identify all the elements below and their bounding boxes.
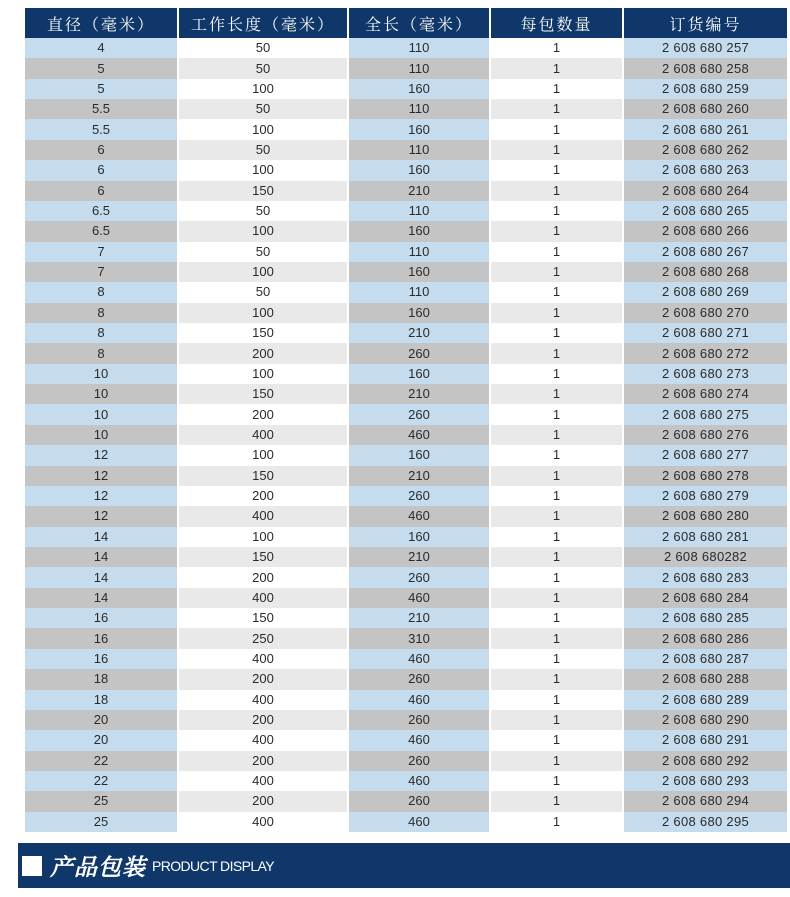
cell-pack-quantity: 1 [490, 608, 623, 628]
cell-total-length: 460 [348, 425, 490, 445]
table-row [25, 119, 787, 139]
cell-total-length: 310 [348, 628, 490, 648]
cell-diameter: 16 [25, 608, 178, 628]
cell-diameter: 8 [25, 323, 178, 343]
cell-pack-quantity: 1 [490, 181, 623, 201]
table-row [25, 771, 787, 791]
table-row [25, 262, 787, 282]
cell-working-length: 150 [178, 608, 348, 628]
cell-diameter: 6 [25, 140, 178, 160]
cell-diameter: 22 [25, 751, 178, 771]
table-row [25, 730, 787, 750]
cell-working-length: 400 [178, 588, 348, 608]
cell-pack-quantity: 1 [490, 404, 623, 424]
cell-pack-quantity: 1 [490, 690, 623, 710]
cell-total-length: 160 [348, 160, 490, 180]
cell-order-number: 2 608 680 276 [623, 425, 787, 445]
cell-working-length: 200 [178, 710, 348, 730]
table-row [25, 201, 787, 221]
cell-diameter: 16 [25, 649, 178, 669]
cell-total-length: 460 [348, 649, 490, 669]
cell-working-length: 400 [178, 730, 348, 750]
cell-order-number: 2 608 680 265 [623, 201, 787, 221]
cell-order-number: 2 608 680 263 [623, 160, 787, 180]
banner-title-en: PRODUCT DISPLAY [152, 857, 274, 874]
cell-pack-quantity: 1 [490, 303, 623, 323]
table-row [25, 608, 787, 628]
table-row [25, 710, 787, 730]
table-row [25, 99, 787, 119]
cell-order-number: 2 608 680 288 [623, 669, 787, 689]
cell-diameter: 25 [25, 812, 178, 832]
table-row [25, 812, 787, 832]
cell-pack-quantity: 1 [490, 364, 623, 384]
cell-working-length: 100 [178, 364, 348, 384]
cell-order-number: 2 608 680 279 [623, 486, 787, 506]
cell-total-length: 160 [348, 303, 490, 323]
table-row [25, 343, 787, 363]
cell-working-length: 200 [178, 751, 348, 771]
cell-diameter: 12 [25, 466, 178, 486]
product-display-banner [18, 843, 790, 888]
cell-diameter: 6 [25, 160, 178, 180]
cell-order-number: 2 608 680 264 [623, 181, 787, 201]
cell-working-length: 200 [178, 343, 348, 363]
cell-total-length: 160 [348, 445, 490, 465]
cell-order-number: 2 608 680 268 [623, 262, 787, 282]
cell-pack-quantity: 1 [490, 79, 623, 99]
cell-pack-quantity: 1 [490, 425, 623, 445]
table-row [25, 628, 787, 648]
cell-working-length: 100 [178, 303, 348, 323]
cell-total-length: 160 [348, 119, 490, 139]
cell-pack-quantity: 1 [490, 119, 623, 139]
cell-total-length: 160 [348, 364, 490, 384]
cell-diameter: 12 [25, 506, 178, 526]
cell-total-length: 460 [348, 588, 490, 608]
cell-diameter: 14 [25, 588, 178, 608]
cell-order-number: 2 608 680 273 [623, 364, 787, 384]
cell-total-length: 160 [348, 221, 490, 241]
table-row [25, 58, 787, 78]
cell-diameter: 18 [25, 690, 178, 710]
cell-pack-quantity: 1 [490, 466, 623, 486]
cell-working-length: 150 [178, 547, 348, 567]
cell-total-length: 260 [348, 567, 490, 587]
cell-total-length: 260 [348, 751, 490, 771]
cell-pack-quantity: 1 [490, 791, 623, 811]
cell-diameter: 25 [25, 791, 178, 811]
table-body [25, 38, 787, 832]
cell-order-number: 2 608 680 277 [623, 445, 787, 465]
cell-order-number: 2 608 680282 [623, 547, 787, 567]
cell-order-number: 2 608 680 292 [623, 751, 787, 771]
cell-diameter: 6.5 [25, 221, 178, 241]
cell-pack-quantity: 1 [490, 58, 623, 78]
cell-diameter: 10 [25, 364, 178, 384]
cell-pack-quantity: 1 [490, 527, 623, 547]
cell-order-number: 2 608 680 280 [623, 506, 787, 526]
cell-working-length: 200 [178, 404, 348, 424]
cell-total-length: 460 [348, 690, 490, 710]
cell-pack-quantity: 1 [490, 262, 623, 282]
table-row [25, 221, 787, 241]
table-header-row [25, 8, 787, 38]
cell-working-length: 400 [178, 812, 348, 832]
cell-diameter: 8 [25, 303, 178, 323]
cell-diameter: 5 [25, 58, 178, 78]
cell-working-length: 200 [178, 791, 348, 811]
cell-total-length: 110 [348, 242, 490, 262]
cell-order-number: 2 608 680 260 [623, 99, 787, 119]
cell-order-number: 2 608 680 262 [623, 140, 787, 160]
cell-order-number: 2 608 680 266 [623, 221, 787, 241]
cell-order-number: 2 608 680 286 [623, 628, 787, 648]
cell-working-length: 50 [178, 140, 348, 160]
cell-order-number: 2 608 680 267 [623, 242, 787, 262]
cell-total-length: 110 [348, 282, 490, 302]
cell-pack-quantity: 1 [490, 486, 623, 506]
cell-pack-quantity: 1 [490, 812, 623, 832]
cell-pack-quantity: 1 [490, 751, 623, 771]
table-row [25, 181, 787, 201]
cell-pack-quantity: 1 [490, 221, 623, 241]
cell-working-length: 50 [178, 38, 348, 58]
cell-pack-quantity: 1 [490, 242, 623, 262]
cell-working-length: 50 [178, 99, 348, 119]
cell-pack-quantity: 1 [490, 710, 623, 730]
cell-total-length: 460 [348, 812, 490, 832]
cell-working-length: 200 [178, 486, 348, 506]
cell-working-length: 400 [178, 649, 348, 669]
cell-diameter: 8 [25, 343, 178, 363]
cell-working-length: 100 [178, 160, 348, 180]
cell-working-length: 400 [178, 690, 348, 710]
cell-pack-quantity: 1 [490, 282, 623, 302]
table-row [25, 791, 787, 811]
table-row [25, 486, 787, 506]
cell-pack-quantity: 1 [490, 588, 623, 608]
cell-diameter: 6.5 [25, 201, 178, 221]
cell-pack-quantity: 1 [490, 343, 623, 363]
cell-diameter: 12 [25, 445, 178, 465]
cell-pack-quantity: 1 [490, 567, 623, 587]
cell-pack-quantity: 1 [490, 201, 623, 221]
cell-total-length: 460 [348, 506, 490, 526]
header-working-length: 工作长度（毫米） [178, 8, 348, 38]
cell-order-number: 2 608 680 293 [623, 771, 787, 791]
cell-total-length: 110 [348, 201, 490, 221]
cell-working-length: 400 [178, 771, 348, 791]
cell-working-length: 150 [178, 323, 348, 343]
cell-pack-quantity: 1 [490, 730, 623, 750]
cell-diameter: 14 [25, 547, 178, 567]
cell-total-length: 210 [348, 608, 490, 628]
cell-total-length: 260 [348, 710, 490, 730]
cell-working-length: 150 [178, 384, 348, 404]
cell-diameter: 5.5 [25, 119, 178, 139]
cell-diameter: 6 [25, 181, 178, 201]
cell-working-length: 150 [178, 181, 348, 201]
cell-total-length: 110 [348, 58, 490, 78]
table-row [25, 445, 787, 465]
square-bullet-icon [22, 856, 42, 876]
cell-total-length: 160 [348, 79, 490, 99]
table-row [25, 425, 787, 445]
cell-order-number: 2 608 680 270 [623, 303, 787, 323]
cell-working-length: 100 [178, 262, 348, 282]
table-row [25, 690, 787, 710]
cell-order-number: 2 608 680 295 [623, 812, 787, 832]
cell-pack-quantity: 1 [490, 628, 623, 648]
cell-order-number: 2 608 680 278 [623, 466, 787, 486]
cell-total-length: 210 [348, 466, 490, 486]
header-total-length: 全长（毫米） [348, 8, 490, 38]
table-row [25, 588, 787, 608]
table-row [25, 466, 787, 486]
cell-order-number: 2 608 680 291 [623, 730, 787, 750]
table-row [25, 547, 787, 567]
cell-diameter: 8 [25, 282, 178, 302]
cell-order-number: 2 608 680 287 [623, 649, 787, 669]
cell-diameter: 14 [25, 567, 178, 587]
spec-table [25, 8, 787, 832]
cell-pack-quantity: 1 [490, 384, 623, 404]
cell-pack-quantity: 1 [490, 669, 623, 689]
cell-diameter: 14 [25, 527, 178, 547]
cell-order-number: 2 608 680 259 [623, 79, 787, 99]
table-row [25, 79, 787, 99]
table-row [25, 404, 787, 424]
table-row [25, 160, 787, 180]
cell-working-length: 250 [178, 628, 348, 648]
table-row [25, 527, 787, 547]
cell-working-length: 200 [178, 567, 348, 587]
cell-working-length: 150 [178, 466, 348, 486]
cell-diameter: 10 [25, 425, 178, 445]
cell-diameter: 16 [25, 628, 178, 648]
cell-total-length: 260 [348, 791, 490, 811]
cell-working-length: 200 [178, 669, 348, 689]
cell-total-length: 160 [348, 262, 490, 282]
cell-pack-quantity: 1 [490, 38, 623, 58]
cell-order-number: 2 608 680 261 [623, 119, 787, 139]
cell-order-number: 2 608 680 284 [623, 588, 787, 608]
cell-diameter: 22 [25, 771, 178, 791]
cell-working-length: 400 [178, 506, 348, 526]
cell-working-length: 400 [178, 425, 348, 445]
cell-total-length: 260 [348, 486, 490, 506]
cell-working-length: 50 [178, 58, 348, 78]
cell-total-length: 210 [348, 547, 490, 567]
cell-order-number: 2 608 680 269 [623, 282, 787, 302]
cell-pack-quantity: 1 [490, 547, 623, 567]
cell-pack-quantity: 1 [490, 445, 623, 465]
cell-diameter: 18 [25, 669, 178, 689]
cell-diameter: 7 [25, 242, 178, 262]
cell-total-length: 260 [348, 404, 490, 424]
cell-order-number: 2 608 680 258 [623, 58, 787, 78]
cell-order-number: 2 608 680 283 [623, 567, 787, 587]
cell-order-number: 2 608 680 294 [623, 791, 787, 811]
cell-diameter: 4 [25, 38, 178, 58]
table-row [25, 140, 787, 160]
cell-order-number: 2 608 680 274 [623, 384, 787, 404]
cell-diameter: 5 [25, 79, 178, 99]
cell-working-length: 100 [178, 119, 348, 139]
cell-diameter: 10 [25, 384, 178, 404]
table-row [25, 282, 787, 302]
table-row [25, 364, 787, 384]
table-row [25, 669, 787, 689]
cell-total-length: 210 [348, 181, 490, 201]
cell-pack-quantity: 1 [490, 771, 623, 791]
table-row [25, 38, 787, 58]
cell-total-length: 260 [348, 343, 490, 363]
cell-order-number: 2 608 680 272 [623, 343, 787, 363]
cell-pack-quantity: 1 [490, 506, 623, 526]
cell-order-number: 2 608 680 281 [623, 527, 787, 547]
table-row [25, 384, 787, 404]
cell-order-number: 2 608 680 289 [623, 690, 787, 710]
cell-order-number: 2 608 680 285 [623, 608, 787, 628]
cell-pack-quantity: 1 [490, 140, 623, 160]
cell-pack-quantity: 1 [490, 160, 623, 180]
cell-working-length: 100 [178, 445, 348, 465]
cell-working-length: 100 [178, 79, 348, 99]
cell-working-length: 100 [178, 221, 348, 241]
cell-pack-quantity: 1 [490, 323, 623, 343]
cell-order-number: 2 608 680 275 [623, 404, 787, 424]
cell-diameter: 5.5 [25, 99, 178, 119]
cell-order-number: 2 608 680 290 [623, 710, 787, 730]
cell-order-number: 2 608 680 271 [623, 323, 787, 343]
header-order-number: 订货编号 [623, 8, 787, 38]
cell-diameter: 20 [25, 730, 178, 750]
cell-pack-quantity: 1 [490, 649, 623, 669]
table-row [25, 303, 787, 323]
banner-title-cn: 产品包装 [50, 855, 146, 881]
cell-total-length: 260 [348, 669, 490, 689]
table-row [25, 567, 787, 587]
table-row [25, 242, 787, 262]
cell-total-length: 110 [348, 140, 490, 160]
cell-order-number: 2 608 680 257 [623, 38, 787, 58]
table-row [25, 323, 787, 343]
table-row [25, 751, 787, 771]
cell-diameter: 10 [25, 404, 178, 424]
table-row [25, 649, 787, 669]
header-diameter: 直径（毫米） [25, 8, 178, 38]
cell-working-length: 50 [178, 242, 348, 262]
cell-total-length: 160 [348, 527, 490, 547]
table-row [25, 506, 787, 526]
cell-working-length: 100 [178, 527, 348, 547]
cell-total-length: 110 [348, 38, 490, 58]
cell-diameter: 7 [25, 262, 178, 282]
cell-working-length: 50 [178, 282, 348, 302]
cell-total-length: 210 [348, 384, 490, 404]
cell-total-length: 110 [348, 99, 490, 119]
cell-total-length: 210 [348, 323, 490, 343]
cell-diameter: 20 [25, 710, 178, 730]
header-pack-quantity: 每包数量 [490, 8, 623, 38]
cell-pack-quantity: 1 [490, 99, 623, 119]
cell-total-length: 460 [348, 771, 490, 791]
cell-diameter: 12 [25, 486, 178, 506]
cell-total-length: 460 [348, 730, 490, 750]
cell-working-length: 50 [178, 201, 348, 221]
